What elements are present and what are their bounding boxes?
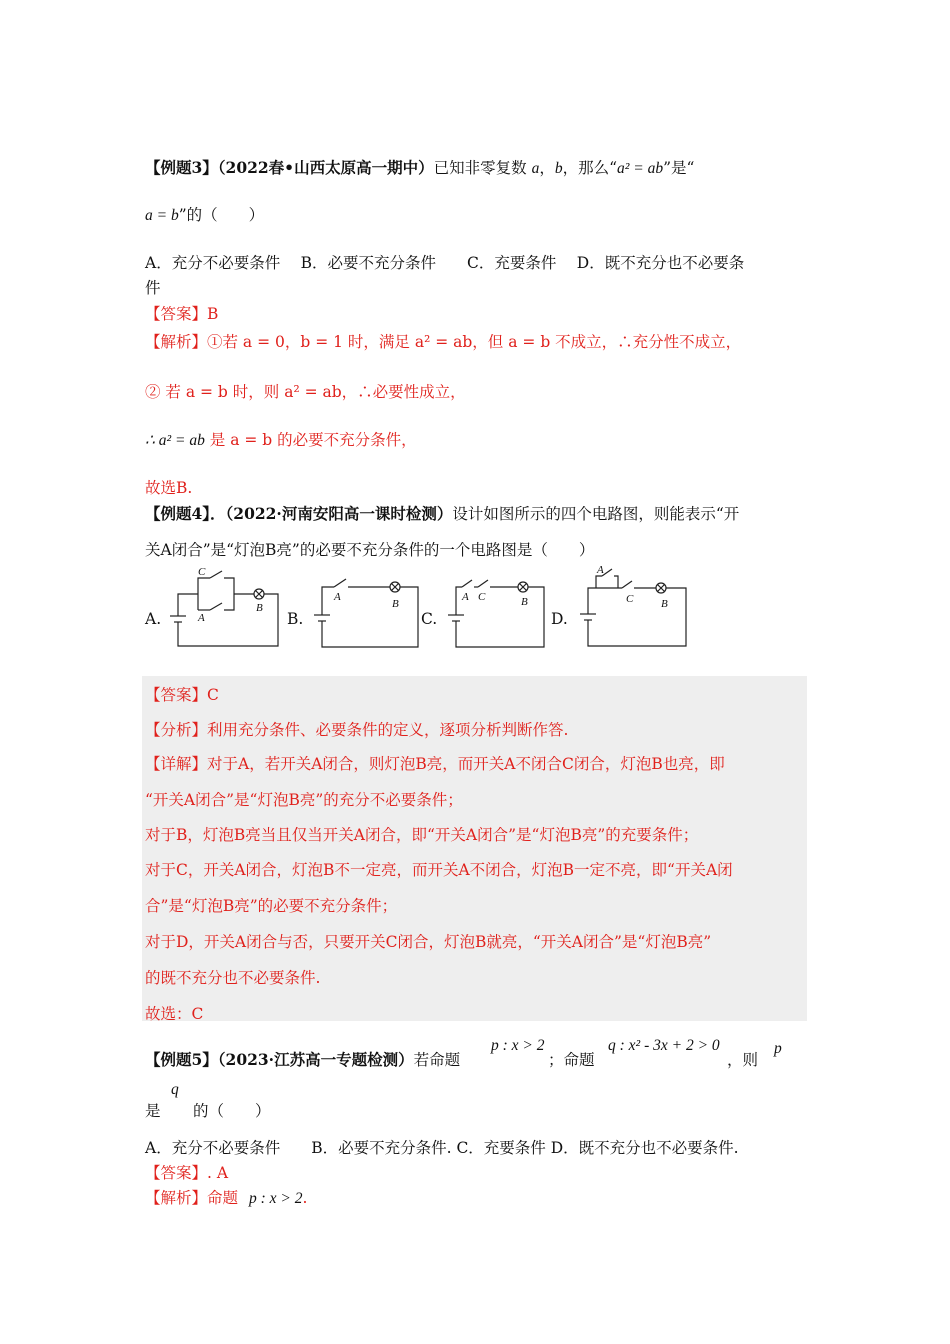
ex5-stem-d: 是 — [145, 1102, 161, 1120]
circuit-d-label-b: B — [661, 598, 668, 610]
ex3-analysis-1: 【解析】①若 a = 0，b = 1 时，满足 a² = ab，但 a = b 不成立，∴充分性不成立， — [145, 333, 742, 351]
ex5-source: （2023·江苏高一专题检测） — [217, 1050, 414, 1069]
ex3-conclusion: 故选B. — [145, 479, 193, 497]
circuit-b-label-a: A — [334, 591, 341, 603]
ex5-analysis-p: p : x > 2 — [248, 1190, 303, 1207]
ex3-var-b: b — [554, 160, 563, 177]
ex3-cond2: a = b — [145, 207, 179, 224]
ex3-cond1: a² = ab — [617, 160, 664, 177]
ex3-stem-c: ”是“ — [663, 159, 695, 177]
ex5-options: A．充分不必要条件 B．必要不充分条件. C．充要条件 D．既不充分也不必要条件. — [145, 1139, 739, 1157]
ex4-detail-2: “开关A闭合”是“灯泡B亮”的充分不必要条件； — [145, 791, 463, 809]
circuit-d-label-c: C — [626, 593, 634, 605]
ex5-var-p: p — [774, 1040, 782, 1057]
ex3-sep: ， — [539, 159, 555, 177]
circuit-d-label-a: A — [597, 564, 604, 576]
ex3-var-a: a — [531, 160, 540, 177]
ex3-options-line1: A．充分不必要条件 B．必要不充分条件 C．充要条件 D．既不充分也不必要条 — [145, 254, 745, 272]
circuit-a-label-c: C — [198, 566, 206, 578]
ex3-stem-b: ，那么“ — [562, 159, 618, 177]
ex5-tag: 【例题5】 — [145, 1050, 218, 1069]
ex5-stem-c: ，则 — [727, 1051, 759, 1069]
ex3-analysis-3 — [145, 428, 417, 450]
ex4-stem-line2: 关A闭合”是“灯泡B亮”的必要不充分条件的一个电路图是（ ） — [145, 541, 595, 559]
ex3-analysis-3-suffix: 是 a = b 的必要不充分条件， — [204, 431, 417, 449]
ex4-detail-7: 的既不充分也不必要条件. — [145, 969, 321, 987]
ex3-analysis-2: ② 若 a = b 时，则 a² = ab，∴必要性成立， — [145, 383, 466, 401]
ex4-analysis: 【分析】利用充分条件、必要条件的定义，逐项分析判断作答. — [145, 721, 569, 739]
ex5-analysis-end: . — [302, 1189, 308, 1207]
ex5-stem-e: 的（ ） — [193, 1102, 271, 1120]
ex5-q-def: q : x² - 3x + 2 > 0 — [608, 1037, 720, 1054]
ex3-answer: 【答案】B — [145, 305, 219, 323]
ex5-analysis — [145, 1186, 307, 1208]
ex4-stem-1: 设计如图所示的四个电路图，则能表示“开 — [452, 505, 740, 523]
circuit-b-diagram — [308, 575, 422, 653]
ex5-analysis-prefix: 【解析】命题 — [145, 1189, 239, 1207]
ex4-stem-line1 — [145, 502, 739, 524]
circuit-b-label-b: B — [392, 598, 399, 610]
ex4-detail-6: 对于D，开关A闭合与否，只要开关C闭合，灯泡B就亮，“开关A闭合”是“灯泡B亮” — [145, 933, 712, 951]
ex4-detail-5: 合”是“灯泡B亮”的必要不充分条件； — [145, 897, 398, 915]
ex3-stem-line2 — [145, 203, 264, 225]
circuit-c-label-a: A — [462, 591, 469, 603]
ex3-tag: 【例题3】 — [145, 158, 218, 177]
ex4-conclusion: 故选：C — [145, 1005, 204, 1023]
ex4-detail-1: 【详解】对于A，若开关A闭合，则灯泡B亮，而开关A不闭合C闭合，灯泡B也亮，即 — [145, 755, 725, 773]
circuit-d-diagram — [576, 566, 692, 650]
ex3-options-line2: 件 — [145, 279, 161, 297]
circuit-a-label-b: B — [256, 602, 263, 614]
ex5-var-q: q — [171, 1081, 179, 1098]
ex4-detail-3: 对于B，灯泡B亮当且仅当开关A闭合，即“开关A闭合”是“灯泡B亮”的充要条件； — [145, 826, 699, 844]
circuit-b-option: B. — [287, 610, 304, 628]
ex4-tag: 【例题4】． — [145, 504, 226, 523]
circuit-a-option: A. — [145, 610, 162, 628]
ex5-p-def: p : x > 2 — [491, 1037, 545, 1054]
ex5-stem-b: ；命题 — [548, 1051, 595, 1069]
circuit-c-label-b: B — [521, 596, 528, 608]
ex5-stem-line1 — [145, 1048, 460, 1070]
ex3-stem-a: 已知非零复数 — [433, 159, 527, 177]
circuit-a-label-a: A — [198, 612, 205, 624]
ex5-answer: 【答案】. A — [145, 1164, 229, 1182]
ex5-stem-a: 若命题 — [413, 1051, 461, 1069]
circuit-d-option: D. — [551, 610, 568, 628]
circuit-c-option: C. — [421, 610, 438, 628]
ex4-detail-4: 对于C，开关A闭合，灯泡B不一定亮，而开关A不闭合，灯泡B一定不亮，即“开关A闭 — [145, 861, 733, 879]
circuit-c-diagram — [444, 575, 550, 653]
ex3-stem-d: ”的（ ） — [178, 206, 265, 224]
ex3-stem-line1 — [145, 156, 694, 178]
circuit-c-label-c: C — [478, 591, 486, 603]
ex3-source: （2022春•山西太原高一期中） — [217, 158, 434, 177]
circuit-a-diagram — [162, 566, 288, 652]
ex4-answer: 【答案】C — [145, 686, 219, 704]
ex4-source: （2022·河南安阳高一课时检测） — [225, 504, 453, 523]
ex3-analysis-3-prefix: ∴ a² = ab — [145, 432, 205, 449]
